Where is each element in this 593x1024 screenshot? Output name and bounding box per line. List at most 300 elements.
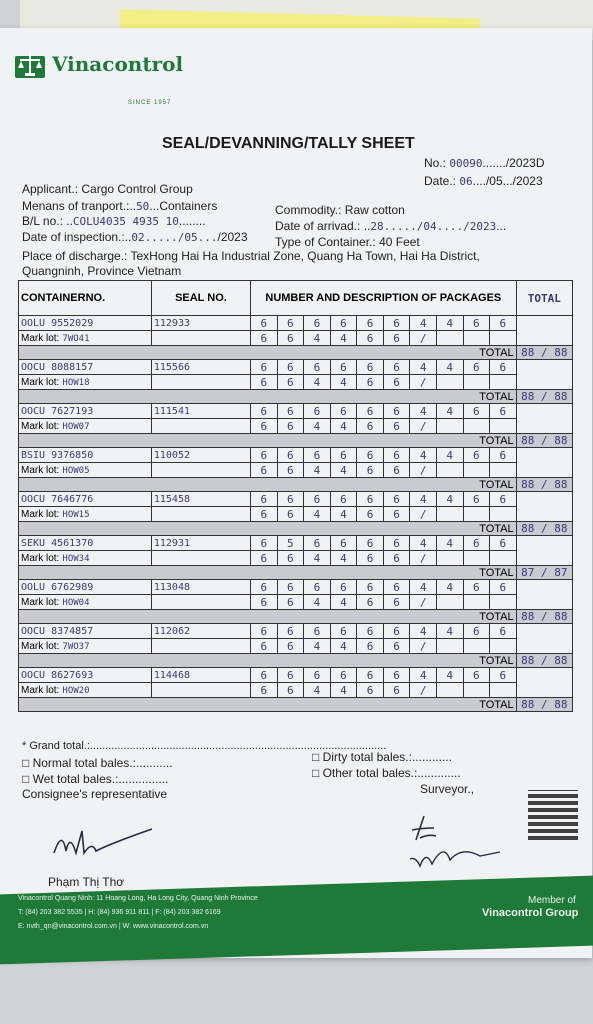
package-count: 6 (357, 580, 384, 595)
package-count: 4 (330, 683, 357, 698)
package-count: 6 (383, 639, 410, 654)
package-count (490, 463, 517, 478)
row-total-cell (516, 448, 572, 478)
total-row (19, 610, 573, 624)
package-count: / (410, 683, 437, 698)
mark-lot-label: Mark lot: (21, 685, 60, 696)
normal-total: □ Normal total bales.:........... (22, 756, 173, 770)
package-count: / (410, 375, 437, 390)
package-count: 6 (463, 404, 490, 419)
package-count: 6 (251, 360, 278, 375)
package-count: 6 (330, 668, 357, 683)
package-count: 6 (357, 492, 384, 507)
table-row (19, 360, 573, 375)
total-value: 88 / 88 (516, 610, 572, 624)
package-count: 6 (383, 683, 410, 698)
package-count: 4 (436, 536, 463, 551)
package-count (490, 683, 517, 698)
package-count (463, 683, 490, 698)
package-count: 6 (330, 448, 357, 463)
mark-lot-cell (19, 551, 152, 566)
table-row (19, 507, 573, 522)
container-number: OOCU 8374857 (19, 624, 152, 639)
package-count (490, 331, 517, 346)
package-count: 6 (251, 448, 278, 463)
checkbox-icon: □ (22, 756, 30, 770)
package-count: 6 (277, 360, 304, 375)
seal-empty-cell (151, 419, 250, 434)
package-count: 6 (357, 331, 384, 346)
seal-empty-cell (151, 683, 250, 698)
container-number: OOCU 8627693 (19, 668, 152, 683)
package-count: 6 (490, 668, 517, 683)
checkbox-icon: □ (312, 766, 320, 780)
total-value: 88 / 88 (516, 434, 572, 448)
table-row (19, 639, 573, 654)
package-count: / (410, 331, 437, 346)
package-count: 6 (357, 448, 384, 463)
consignee-signature (52, 823, 162, 867)
table-row (19, 404, 573, 419)
table-row (19, 668, 573, 683)
total-row (19, 390, 573, 404)
page-title: SEAL/DEVANNING/TALLY SHEET (162, 135, 415, 152)
seal-empty-cell (151, 375, 250, 390)
row-total-cell (516, 492, 572, 522)
total-row (19, 522, 573, 536)
applicant: Applicant.: Cargo Control Group (22, 182, 193, 196)
package-count: 6 (251, 683, 278, 698)
mark-lot-label: Mark lot: (21, 377, 60, 388)
package-count: 6 (383, 331, 410, 346)
total-value: 88 / 88 (516, 346, 572, 360)
container-number: OOLU 9552029 (19, 316, 152, 331)
table-header (19, 281, 573, 316)
package-count: 6 (304, 624, 331, 639)
package-count: 4 (410, 492, 437, 507)
mark-lot-value: HOW18 (62, 378, 90, 388)
inspection-date: Date of inspection.:..02...../05.../2023 (22, 230, 248, 244)
table-row (19, 492, 573, 507)
package-count (490, 639, 517, 654)
table-row (19, 595, 573, 610)
package-count: 6 (251, 536, 278, 551)
tally-table (18, 280, 573, 712)
mark-lot-label: Mark lot: (21, 509, 60, 520)
table-row (19, 580, 573, 595)
package-count: 6 (383, 360, 410, 375)
total-label: TOTAL (19, 522, 517, 536)
package-count: 6 (304, 360, 331, 375)
col-container: CONTAINERNO. (19, 281, 152, 316)
seal-number: 112062 (151, 624, 250, 639)
package-count (490, 419, 517, 434)
seal-empty-cell (151, 463, 250, 478)
discharge-place-2: Quangninh, Province Vietnam (22, 264, 182, 278)
row-total-cell (516, 668, 572, 698)
package-count: 6 (383, 492, 410, 507)
package-count: 4 (436, 316, 463, 331)
footer-group: Vinacontrol Group (482, 907, 579, 919)
package-count: 6 (490, 492, 517, 507)
package-count: 4 (330, 639, 357, 654)
package-count: 6 (330, 360, 357, 375)
package-count: 6 (357, 536, 384, 551)
mark-lot-label: Mark lot: (21, 553, 60, 564)
package-count: 6 (383, 375, 410, 390)
package-count: 6 (383, 624, 410, 639)
dirty-total: □ Dirty total bales.:............ (312, 750, 452, 764)
package-count: 6 (383, 536, 410, 551)
package-count: 4 (330, 375, 357, 390)
package-count: 6 (463, 668, 490, 683)
package-count: 6 (357, 375, 384, 390)
package-count: 6 (277, 463, 304, 478)
table-body (19, 316, 573, 712)
other-total: □ Other total bales.:............. (312, 766, 461, 780)
package-count: 6 (357, 404, 384, 419)
package-count: 6 (383, 551, 410, 566)
package-count: 6 (490, 360, 517, 375)
mark-lot-value: HOW04 (62, 598, 90, 608)
table-row (19, 624, 573, 639)
package-count: 6 (330, 316, 357, 331)
mark-lot-value: HOW05 (62, 466, 90, 476)
seal-number: 112931 (151, 536, 250, 551)
footer-member-of: Member of (528, 895, 576, 906)
package-count (436, 463, 463, 478)
package-count: 4 (410, 404, 437, 419)
seal-empty-cell (151, 595, 250, 610)
seal-empty-cell (151, 331, 250, 346)
total-label: TOTAL (19, 654, 517, 668)
package-count (490, 595, 517, 610)
package-count: 6 (463, 360, 490, 375)
package-count: 4 (330, 595, 357, 610)
package-count: 6 (330, 580, 357, 595)
package-count (436, 375, 463, 390)
package-count: 6 (251, 463, 278, 478)
package-count: 6 (277, 595, 304, 610)
package-count: / (410, 419, 437, 434)
package-count: 6 (330, 404, 357, 419)
container-number: OOLU 6762989 (19, 580, 152, 595)
package-count: 6 (463, 492, 490, 507)
mark-lot-label: Mark lot: (21, 333, 60, 344)
package-count: 6 (251, 668, 278, 683)
mark-lot-value: HOW20 (62, 686, 90, 696)
package-count: 6 (251, 316, 278, 331)
row-total-cell (516, 404, 572, 434)
container-number: OOCU 7646776 (19, 492, 152, 507)
package-count (436, 551, 463, 566)
package-count (463, 507, 490, 522)
seal-number: 114468 (151, 668, 250, 683)
package-count: 6 (383, 580, 410, 595)
package-count: 6 (357, 595, 384, 610)
table-row (19, 331, 573, 346)
total-value: 88 / 88 (516, 654, 572, 668)
col-seal: SEAL NO. (151, 281, 250, 316)
mark-lot-value: HOW34 (62, 554, 90, 564)
package-count: / (410, 507, 437, 522)
package-count: 6 (357, 551, 384, 566)
package-count: 6 (383, 595, 410, 610)
company-since: SINCE 1957 (128, 100, 172, 106)
package-count (490, 551, 517, 566)
package-count: 4 (330, 463, 357, 478)
company-name: Vinacontrol (52, 52, 184, 76)
package-count: 6 (357, 683, 384, 698)
discharge-place: Place of discharge.: TexHong Hai Ha Industrial Zone, Quang Ha Town, Hai Ha District, (22, 249, 480, 263)
package-count: 6 (383, 463, 410, 478)
package-count (436, 595, 463, 610)
bl-number: B/L no.: ..COLU4035 4935 10........ (22, 214, 206, 228)
total-row (19, 566, 573, 580)
package-count: 6 (463, 624, 490, 639)
package-count: 6 (277, 639, 304, 654)
row-total-cell (516, 316, 572, 346)
package-count: 6 (277, 580, 304, 595)
total-row (19, 346, 573, 360)
package-count: 6 (304, 492, 331, 507)
package-count: 6 (383, 448, 410, 463)
package-count (436, 419, 463, 434)
package-count: 6 (304, 448, 331, 463)
package-count: 4 (436, 360, 463, 375)
package-count: 6 (251, 580, 278, 595)
mark-lot-value: HOW07 (62, 422, 90, 432)
package-count: 4 (304, 507, 331, 522)
package-count: 4 (330, 551, 357, 566)
checkbox-icon: □ (22, 772, 30, 786)
package-count (463, 463, 490, 478)
package-count: 4 (304, 463, 331, 478)
package-count: 6 (251, 551, 278, 566)
package-count: 6 (383, 404, 410, 419)
mark-lot-cell (19, 595, 152, 610)
table-row (19, 463, 573, 478)
col-total: TOTAL (516, 281, 572, 316)
package-count: 6 (277, 507, 304, 522)
package-count: 6 (251, 404, 278, 419)
package-count: 6 (357, 360, 384, 375)
table-row (19, 683, 573, 698)
commodity: Commodity.: Raw cotton (275, 203, 405, 217)
package-count (436, 639, 463, 654)
arrival-date: Date of arrivad.: ..28...../04..../2023... (275, 219, 507, 233)
total-row (19, 698, 573, 712)
container-type: Type of Container.: 40 Feet (275, 235, 420, 249)
package-count: 4 (304, 551, 331, 566)
package-count: 6 (277, 624, 304, 639)
total-label: TOTAL (19, 566, 517, 580)
package-count: 6 (304, 668, 331, 683)
package-count: 6 (304, 316, 331, 331)
grand-total: * Grand total.:................................................................................................. (22, 740, 387, 752)
package-count: 6 (277, 448, 304, 463)
container-number: BSIU 9376850 (19, 448, 152, 463)
package-count: 6 (277, 331, 304, 346)
package-count: 6 (277, 668, 304, 683)
doc-date: Date.: 06..../05.../2023 (424, 174, 543, 188)
footer-email: E: nvth_qn@vinacontrol.com.vn | W: www.vinacontrol.com.vn (18, 923, 209, 930)
package-count: 4 (330, 331, 357, 346)
package-count: 6 (277, 316, 304, 331)
package-count: 6 (357, 624, 384, 639)
package-count: 4 (436, 668, 463, 683)
package-count: 6 (357, 316, 384, 331)
footer-address: Vinacontrol Quang Ninh: 11 Hoang Long, Ha Long City, Quang Ninh Province (18, 895, 258, 902)
package-count: 4 (304, 683, 331, 698)
scale-icon (12, 48, 48, 80)
package-count (436, 507, 463, 522)
container-number: SEKU 4561370 (19, 536, 152, 551)
total-label: TOTAL (19, 390, 517, 404)
seal-number: 115458 (151, 492, 250, 507)
container-number: OOCU 8088157 (19, 360, 152, 375)
total-label: TOTAL (19, 698, 517, 712)
mark-lot-value: HOW15 (62, 510, 90, 520)
package-count: 4 (436, 624, 463, 639)
footer-phone: T: (84) 203 382 5535 | H: (84) 936 911 811 | F: (84) 203 382 6169 (18, 909, 221, 916)
mark-lot-cell (19, 375, 152, 390)
package-count: 6 (357, 639, 384, 654)
total-label: TOTAL (19, 610, 517, 624)
mark-lot-label: Mark lot: (21, 465, 60, 476)
mark-lot-label: Mark lot: (21, 597, 60, 608)
package-count (463, 419, 490, 434)
package-count: 6 (251, 624, 278, 639)
package-count: / (410, 463, 437, 478)
package-count (463, 639, 490, 654)
package-count: 4 (436, 580, 463, 595)
company-logo (12, 48, 183, 80)
mark-lot-cell (19, 507, 152, 522)
mark-lot-cell (19, 683, 152, 698)
table-row (19, 536, 573, 551)
package-count: 6 (490, 624, 517, 639)
package-count: 6 (490, 580, 517, 595)
row-total-cell (516, 360, 572, 390)
package-count: 4 (410, 624, 437, 639)
package-count: / (410, 639, 437, 654)
total-value: 87 / 87 (516, 566, 572, 580)
package-count: 4 (436, 404, 463, 419)
package-count: 4 (330, 419, 357, 434)
doc-number: No.: 00090......./2023D (424, 156, 545, 170)
package-count: 6 (330, 536, 357, 551)
package-count: 6 (251, 331, 278, 346)
total-row (19, 478, 573, 492)
means-of-transport: Menans of tranport.:..50...Containers (22, 199, 218, 213)
total-value: 88 / 88 (516, 478, 572, 492)
package-count (436, 331, 463, 346)
package-count: 6 (357, 419, 384, 434)
package-count: 6 (490, 536, 517, 551)
package-count: 4 (410, 580, 437, 595)
package-count: 4 (304, 595, 331, 610)
package-count: 6 (277, 492, 304, 507)
package-count: 4 (410, 448, 437, 463)
package-count: / (410, 551, 437, 566)
mark-lot-cell (19, 331, 152, 346)
row-total-cell (516, 624, 572, 654)
seal-number: 112933 (151, 316, 250, 331)
seal-empty-cell (151, 507, 250, 522)
package-count: 6 (490, 316, 517, 331)
package-count (463, 331, 490, 346)
row-total-cell (516, 580, 572, 610)
package-count: 6 (251, 639, 278, 654)
package-count: 6 (463, 536, 490, 551)
package-count (490, 375, 517, 390)
mark-lot-label: Mark lot: (21, 421, 60, 432)
mark-lot-cell (19, 419, 152, 434)
table-row (19, 375, 573, 390)
total-row (19, 434, 573, 448)
total-value: 88 / 88 (516, 522, 572, 536)
package-count: 4 (410, 536, 437, 551)
package-count: 6 (277, 375, 304, 390)
package-count (463, 375, 490, 390)
package-count: 6 (304, 536, 331, 551)
table-row (19, 419, 573, 434)
package-count: 6 (251, 419, 278, 434)
package-count: 6 (251, 492, 278, 507)
package-count: 6 (357, 463, 384, 478)
package-count: 4 (410, 360, 437, 375)
package-count: 6 (251, 375, 278, 390)
package-count: 6 (357, 507, 384, 522)
container-number: OOCU 7627193 (19, 404, 152, 419)
total-value: 88 / 88 (516, 698, 572, 712)
package-count: 6 (277, 683, 304, 698)
table-row (19, 448, 573, 463)
mark-lot-cell (19, 463, 152, 478)
package-count: 6 (383, 316, 410, 331)
package-count: 4 (304, 419, 331, 434)
package-count: 4 (330, 507, 357, 522)
mark-lot-cell (19, 639, 152, 654)
package-count: 4 (436, 448, 463, 463)
seal-number: 110052 (151, 448, 250, 463)
table-row (19, 316, 573, 331)
total-label: TOTAL (19, 434, 517, 448)
surveyor-label: Surveyor., (420, 782, 475, 796)
seal-number: 111541 (151, 404, 250, 419)
mark-lot-value: 7WO41 (62, 334, 90, 344)
package-count: 6 (490, 404, 517, 419)
package-count: 4 (304, 331, 331, 346)
seal-number: 115566 (151, 360, 250, 375)
package-count (463, 551, 490, 566)
package-count: 4 (304, 375, 331, 390)
package-count: 6 (383, 507, 410, 522)
package-count: 6 (277, 551, 304, 566)
package-count: 6 (330, 492, 357, 507)
package-count: 4 (304, 639, 331, 654)
qr-code-icon (528, 790, 578, 840)
package-count: 6 (251, 507, 278, 522)
package-count: 5 (277, 536, 304, 551)
surveyor-signature (410, 812, 510, 876)
mark-lot-value: 7WO37 (62, 642, 90, 652)
table-row (19, 551, 573, 566)
package-count: 6 (277, 404, 304, 419)
package-count: 6 (463, 316, 490, 331)
package-count: 6 (357, 668, 384, 683)
